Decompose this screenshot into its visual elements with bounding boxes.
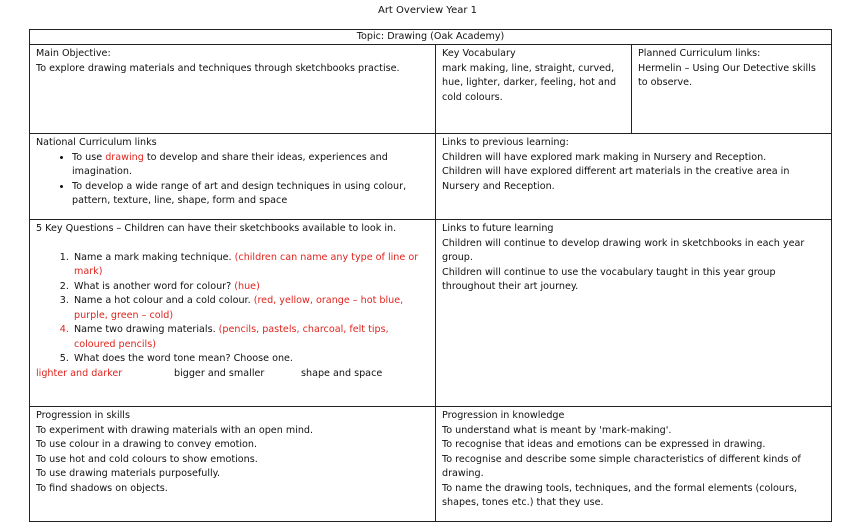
skill-item: To use drawing materials purposefully. (36, 468, 221, 479)
national-curriculum-list (36, 151, 430, 209)
answer-text: (red, yellow, orange – hot blue, purple, green – cold) (74, 295, 404, 321)
main-objective-cell (30, 45, 436, 134)
question-item (72, 251, 430, 280)
key-vocabulary-cell (436, 45, 632, 134)
main-objective-text: To explore drawing materials and techniques through sketchbooks practise. (36, 62, 400, 74)
key-questions-cell (30, 220, 436, 407)
previous-learning-line: Children will have explored different art materials in the creative area in Nursery and Reception. (442, 166, 790, 192)
progression-row (30, 407, 832, 522)
question-item (72, 323, 430, 352)
tone-options (36, 367, 430, 382)
planned-links-cell (632, 45, 832, 134)
future-learning-line: Children will continue to use the vocabulary taught in this year group throughout their art journey. (442, 266, 776, 292)
key-questions-heading: 5 Key Questions – Children can have their sketchbooks available to look in. (36, 223, 397, 234)
skill-item: To use colour in a drawing to convey emotion. (36, 439, 258, 450)
future-learning-heading: Links to future learning (442, 223, 554, 234)
planned-links-heading: Planned Curriculum links: (638, 48, 761, 59)
overview-table (29, 29, 832, 522)
progression-knowledge-heading: Progression in knowledge (442, 410, 565, 421)
previous-learning-heading: Links to previous learning: (442, 137, 569, 148)
planned-links-text: Hermelin – Using Our Detective skills to observe. (638, 62, 816, 88)
page-title: Art Overview Year 1 (377, 5, 478, 16)
previous-learning-line: Children will have explored mark making in Nursery and Reception. (442, 151, 767, 163)
knowledge-item: To understand what is meant by 'mark-making'. (442, 424, 672, 436)
answer-text: (hue) (234, 280, 260, 292)
curriculum-row (30, 134, 832, 220)
tone-option: shape and space (301, 367, 383, 379)
national-curriculum-cell (30, 134, 436, 220)
question-text: What does the word tone mean? Choose one. (74, 353, 293, 364)
future-learning-line: Children will continue to develop drawing work in sketchbooks in each year group. (442, 237, 805, 263)
key-vocabulary-heading: Key Vocabulary (442, 48, 516, 59)
skill-item: To find shadows on objects. (36, 482, 168, 494)
knowledge-item: To name the drawing tools, techniques, and the formal elements (colours, shapes, tones etc.) that they use. (442, 482, 798, 508)
national-curriculum-item (72, 151, 430, 180)
knowledge-item: To recognise and describe some simple characteristics of different kinds of drawing. (442, 453, 801, 479)
topic-cell: Topic: Drawing (Oak Academy) (30, 30, 832, 45)
bullet-text: to develop and share their ideas, experiences and imagination. (72, 151, 388, 177)
progression-skills-heading: Progression in skills (36, 410, 130, 421)
main-objective-heading: Main Objective: (36, 48, 111, 59)
key-vocabulary-text: mark making, line, straight, curved, hue, lighter, darker, feeling, hot and cold colours. (442, 62, 617, 103)
answer-text: (children can name any type of line or mark) (74, 251, 419, 277)
questions-row (30, 220, 832, 407)
topic-row (30, 30, 832, 45)
skill-item: To experiment with drawing materials with an open mind. (36, 424, 314, 436)
progression-knowledge-cell (436, 407, 832, 522)
national-curriculum-item: • To develop a wide range of art and design techniques in using colour, pattern, texture, line, shape, form and space (72, 180, 430, 209)
answer-text: (pencils, pastels, charcoal, felt tips, coloured pencils) (74, 324, 389, 350)
tone-option-correct: lighter and darker (36, 367, 123, 379)
knowledge-item: To recognise that ideas and emotions can be expressed in drawing. (442, 439, 766, 450)
tone-option: bigger and smaller (174, 367, 265, 379)
previous-learning-cell (436, 134, 832, 220)
progression-skills-cell (30, 407, 436, 522)
national-curriculum-heading: National Curriculum links (36, 137, 157, 148)
bullet-text: To use (72, 151, 106, 163)
future-learning-cell (436, 220, 832, 407)
question-text: Name a mark making technique. (74, 251, 235, 263)
question-item (72, 294, 430, 323)
highlight-text: drawing (105, 151, 144, 163)
key-questions-list (36, 251, 430, 367)
question-text: What is another word for colour? (74, 280, 235, 292)
objective-row (30, 45, 832, 134)
skill-item: To use hot and cold colours to show emotions. (36, 453, 258, 465)
question-item (72, 352, 430, 367)
question-text: Name two drawing materials. (74, 324, 219, 335)
question-text: Name a hot colour and a cold colour. (74, 295, 254, 306)
question-item (72, 280, 430, 295)
